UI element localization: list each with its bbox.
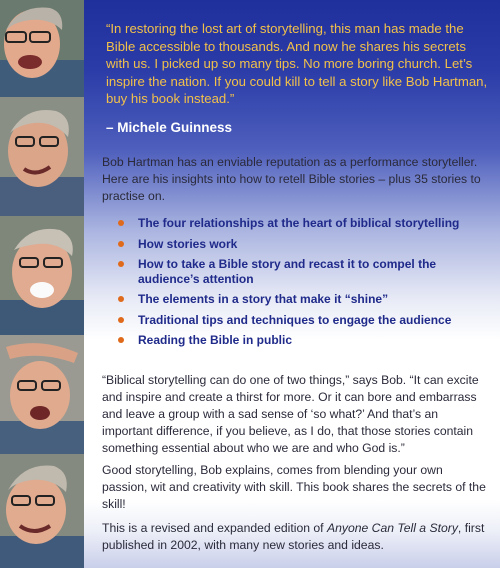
author-photo-3 — [0, 216, 84, 338]
author-photo-2 — [0, 97, 84, 219]
intro-paragraph: Bob Hartman has an enviable reputation as a performance storyteller. Here are his insights into how to retell Bible stories – plus 35 stories to practise on. — [102, 155, 481, 203]
endorsement-quote: “In restoring the lost art of storytelling, this man has made the Bible accessible to thousands. And now he shares his secrets with us. I picked up so many tips. No more boring church. Let’s inspire the nation. If you could kill to tell a story like Bob Hartman, buy his book instead.” — [106, 21, 488, 107]
author-quote-paragraph: “Biblical storytelling can do one of two things,” says Bob. “It can excite and inspire and create a thirst for more. Or it can bore and embarrass and leave a group with a sad sense of ‘so what?’ And that’s an important difference, if you believe, as I do, that those stories contain something essential about who we are and who God is.” — [102, 373, 479, 455]
endorsement-attribution: – Michele Guinness — [106, 120, 233, 135]
bullet-icon — [118, 337, 124, 343]
edition-paragraph: This is a revised and expanded edition of Anyone Can Tell a Story, first published in 2002, with many new stories and ideas. — [102, 521, 485, 552]
bullet-icon — [118, 261, 124, 267]
skill-paragraph: Good storytelling, Bob explains, comes from blending your own passion, wit and creativity with skill. This book shares the secrets of the skill! — [102, 463, 486, 511]
feature-item: Traditional tips and techniques to engage the audience — [112, 313, 482, 328]
feature-list — [112, 216, 482, 354]
previous-title: Anyone Can Tell a Story — [326, 521, 458, 535]
back-cover-text-panel — [84, 0, 500, 568]
bullet-icon — [118, 296, 124, 302]
feature-item: How stories work — [112, 237, 482, 252]
feature-item: Reading the Bible in public — [112, 333, 482, 348]
bullet-icon — [118, 220, 124, 226]
author-photo-5 — [0, 454, 84, 568]
bullet-icon — [118, 317, 124, 323]
feature-item: The elements in a story that make it “shine” — [112, 292, 482, 307]
feature-item: How to take a Bible story and recast it to compel the audience’s attention — [112, 257, 482, 286]
author-photo-1 — [0, 0, 84, 100]
bullet-icon — [118, 241, 124, 247]
feature-item: The four relationships at the heart of biblical storytelling — [112, 216, 482, 231]
author-photo-4 — [0, 335, 84, 457]
photo-strip — [0, 0, 84, 568]
